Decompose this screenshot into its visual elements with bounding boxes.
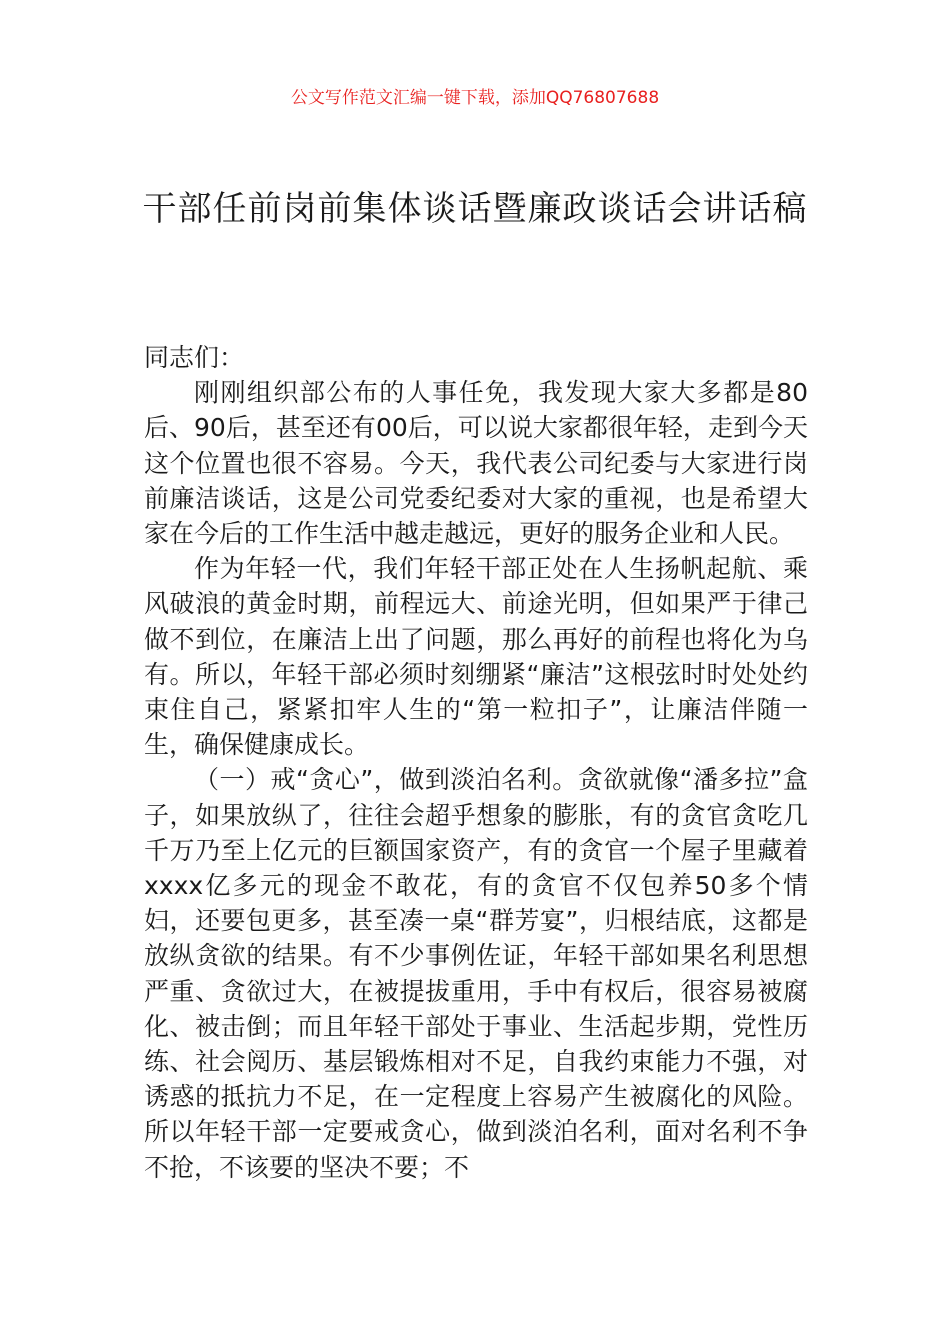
body-paragraph: 刚刚组织部公布的人事任免，我发现大家大多都是80后、90后，甚至还有00后，可以说大家都很年轻，走到今天这个位置也很不容易。今天，我代表公司纪委与大家进行岗前廉洁谈话，这是公司党委纪委对大家的重视，也是希望大家在今后的工作生活中越走越远，更好的服务企业和人民。 xyxy=(144,378,808,549)
salutation: 同志们： xyxy=(144,343,245,372)
document-body xyxy=(144,340,808,1185)
body-paragraph: 作为年轻一代，我们年轻干部正处在人生扬帆起航、乘风破浪的黄金时期，前程远大、前途光明，但如果严于律己做不到位，在廉洁上出了问题，那么再好的前程也将化为乌有。所以，年轻干部必须时刻绷紧“廉洁”这根弦时时处处约束住自己，紧紧扣牢人生的“第一粒扣子”，让廉洁伴随一生，确保健康成长。 xyxy=(144,554,808,760)
document-title: 干部任前岗前集体谈话暨廉政谈话会讲话稿 xyxy=(142,189,808,229)
body-paragraph: （一）戒“贪心”，做到淡泊名利。贪欲就像“潘多拉”盒子，如果放纵了，往往会超乎想象的膨胀，有的贪官贪吃几千万乃至上亿元的巨额国家资产，有的贪官一个屋子里藏着xxxx亿多元的现金不敢花，有的贪官不仅包养50多个情妇，还要包更多，甚至凑一桌“群芳宴”，归根结底，这都是放纵贪欲的结果。有不少事例佐证，年轻干部如果名利思想严重、贪欲过大，在被提拔重用，手中有权后，很容易被腐化、被击倒；而且年轻干部处于事业、生活起步期，党性历练、社会阅历、基层锻炼相对不足，自我约束能力不强，对诱惑的抵抗力不足，在一定程度上容易产生被腐化的风险。所以年轻干部一定要戒贪心，做到淡泊名利，面对名利不争不抢，不该要的坚决不要；不 xyxy=(144,765,808,1182)
download-watermark: 公文写作范文汇编一键下载，添加QQ76807688 xyxy=(290,88,660,108)
